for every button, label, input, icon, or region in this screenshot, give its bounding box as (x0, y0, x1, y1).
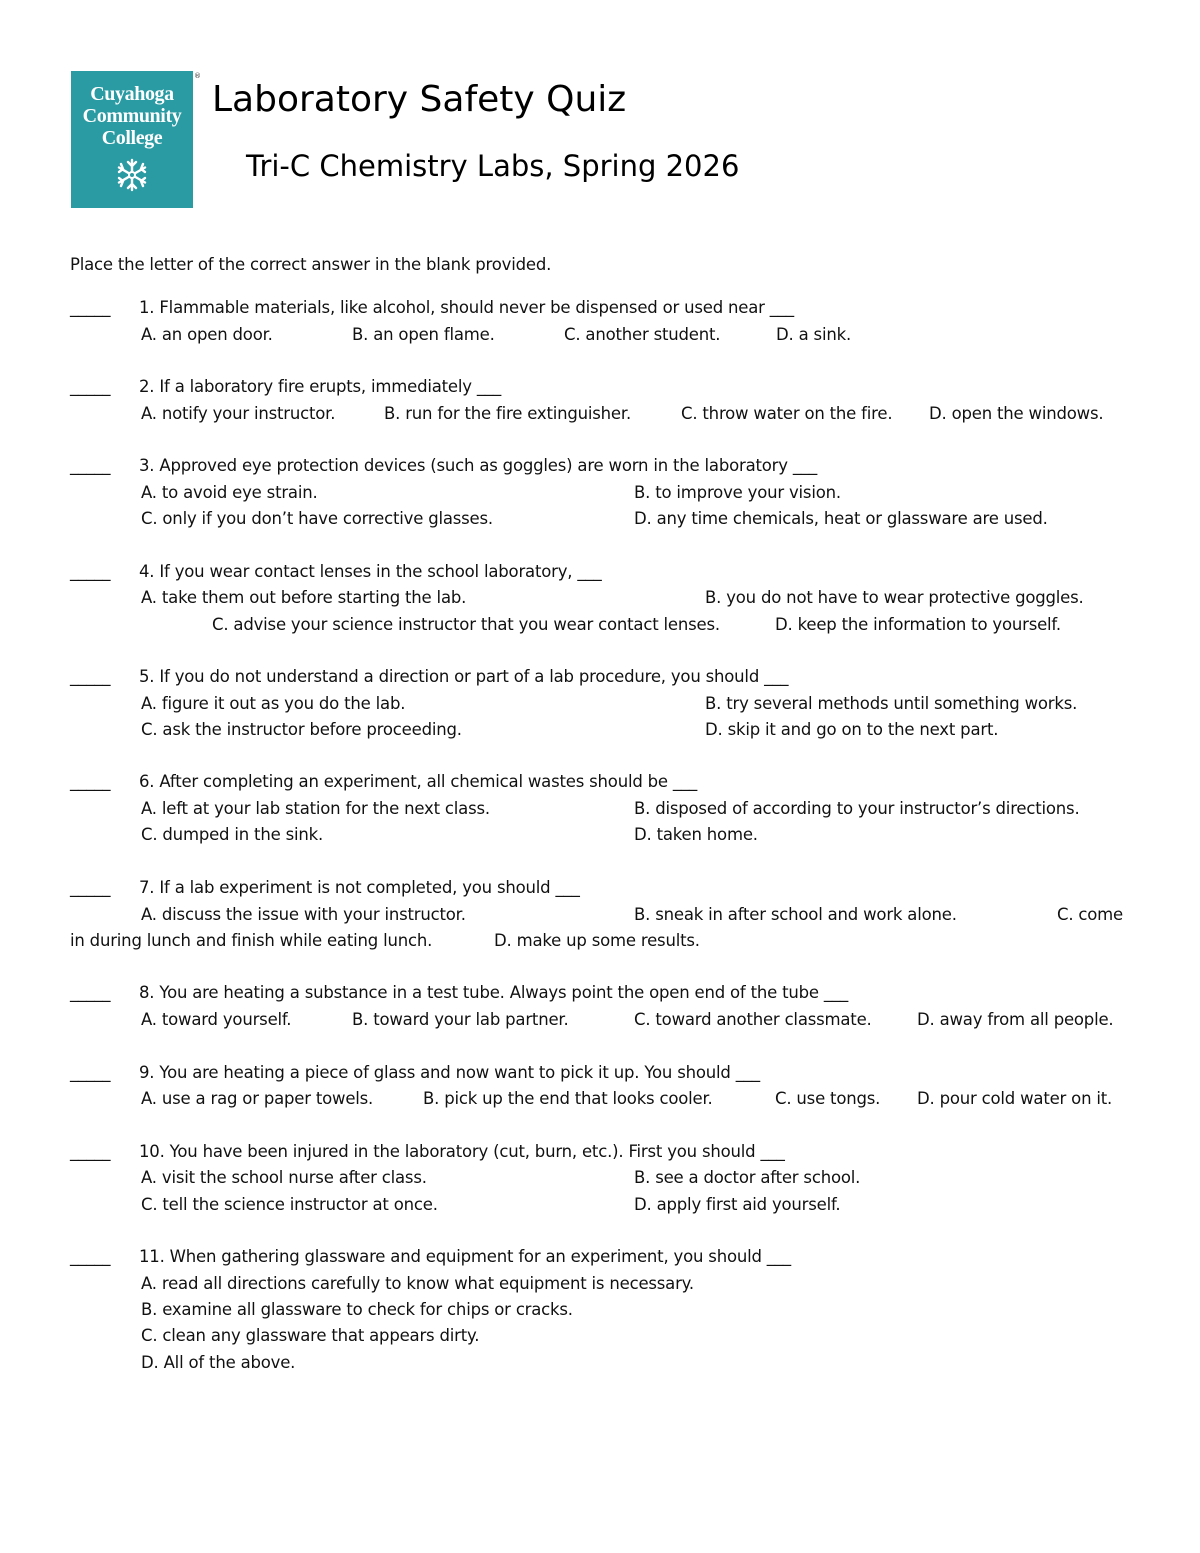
question-stem: 6. After completing an experiment, all chemical wastes should be ___ (139, 772, 698, 791)
logo-line-1: Cuyahoga (90, 83, 174, 105)
choice-d: D. skip it and go on to the next part. (705, 720, 999, 739)
choice-a: A. take them out before starting the lab. (141, 588, 467, 607)
choice-b: B. pick up the end that looks cooler. (423, 1089, 713, 1108)
choice-d: D. taken home. (634, 825, 758, 844)
choice-c: C. come (1057, 905, 1124, 924)
choice-c: C. dumped in the sink. (141, 825, 324, 844)
choice-c: C. clean any glassware that appears dirty. (141, 1326, 480, 1345)
choice-c: C. advise your science instructor that you wear contact lenses. (212, 615, 720, 634)
answer-blank: _____ (70, 1247, 111, 1266)
choice-a: A. use a rag or paper towels. (141, 1089, 374, 1108)
question-stem: 3. Approved eye protection devices (such as goggles) are worn in the laboratory ___ (139, 456, 817, 475)
college-logo (71, 71, 193, 208)
choice-b: B. examine all glassware to check for chips or cracks. (141, 1300, 573, 1319)
answer-blank: _____ (70, 983, 111, 1002)
logo-line-3: College (101, 127, 163, 149)
choice-b: B. toward your lab partner. (352, 1010, 569, 1029)
question-stem: 4. If you wear contact lenses in the school laboratory, ___ (139, 562, 602, 581)
choice-d: D. make up some results. (494, 931, 700, 950)
choice-b: B. try several methods until something works. (705, 694, 1078, 713)
answer-blank: _____ (70, 772, 111, 791)
choice-c: C. toward another classmate. (634, 1010, 872, 1029)
choice-d: D. open the windows. (929, 404, 1104, 423)
question-stem: 11. When gathering glassware and equipment for an experiment, you should ___ (139, 1247, 791, 1266)
question-stem: 8. You are heating a substance in a test tube. Always point the open end of the tube ___ (139, 983, 849, 1002)
choice-a: A. to avoid eye strain. (141, 483, 318, 502)
choice-c-continued: in during lunch and finish while eating lunch. (70, 931, 433, 950)
choice-b: B. see a doctor after school. (634, 1168, 861, 1187)
choice-d: D. away from all people. (917, 1010, 1114, 1029)
question-stem: 7. If a lab experiment is not completed, you should ___ (139, 878, 580, 897)
question-stem: 9. You are heating a piece of glass and now want to pick it up. You should ___ (139, 1063, 760, 1082)
choice-a: A. visit the school nurse after class. (141, 1168, 427, 1187)
choice-c: C. use tongs. (775, 1089, 881, 1108)
answer-blank: _____ (70, 456, 111, 475)
question-stem: 10. You have been injured in the laboratory (cut, burn, etc.). First you should ___ (139, 1142, 785, 1161)
answer-blank: _____ (70, 1063, 111, 1082)
choice-d: D. any time chemicals, heat or glassware are used. (634, 509, 1048, 528)
choice-d: D. pour cold water on it. (917, 1089, 1113, 1108)
choice-d: D. All of the above. (141, 1353, 296, 1372)
choice-b: B. disposed of according to your instructor’s directions. (634, 799, 1080, 818)
registered-mark: ® (194, 72, 201, 80)
choice-b: B. an open flame. (352, 325, 495, 344)
choice-c: C. another student. (564, 325, 721, 344)
choice-b: B. to improve your vision. (634, 483, 841, 502)
choice-a: A. toward yourself. (141, 1010, 292, 1029)
answer-blank: _____ (70, 298, 111, 317)
choice-c: C. only if you don’t have corrective glasses. (141, 509, 493, 528)
choice-a: A. discuss the issue with your instructor. (141, 905, 466, 924)
page-subtitle: Tri-C Chemistry Labs, Spring 2026 (246, 149, 740, 183)
choice-a: A. notify your instructor. (141, 404, 336, 423)
choice-d: D. keep the information to yourself. (775, 615, 1061, 634)
choice-a: A. left at your lab station for the next class. (141, 799, 490, 818)
choice-b: B. sneak in after school and work alone. (634, 905, 957, 924)
instructions: Place the letter of the correct answer in the blank provided. (70, 255, 552, 274)
snowflake-icon (114, 157, 150, 193)
question-stem: 5. If you do not understand a direction or part of a lab procedure, you should ___ (139, 667, 789, 686)
question-stem: 1. Flammable materials, like alcohol, should never be dispensed or used near ___ (139, 298, 794, 317)
choice-a: A. figure it out as you do the lab. (141, 694, 406, 713)
page-title: Laboratory Safety Quiz (212, 79, 627, 120)
logo-line-2: Community (82, 105, 182, 127)
answer-blank: _____ (70, 377, 111, 396)
answer-blank: _____ (70, 562, 111, 581)
answer-blank: _____ (70, 1142, 111, 1161)
choice-b: B. you do not have to wear protective goggles. (705, 588, 1084, 607)
choice-d: D. a sink. (776, 325, 851, 344)
choice-b: B. run for the fire extinguisher. (384, 404, 631, 423)
choice-c: C. tell the science instructor at once. (141, 1195, 438, 1214)
choice-a: A. an open door. (141, 325, 273, 344)
answer-blank: _____ (70, 878, 111, 897)
choice-c: C. ask the instructor before proceeding. (141, 720, 462, 739)
choice-a: A. read all directions carefully to know what equipment is necessary. (141, 1274, 694, 1293)
question-stem: 2. If a laboratory fire erupts, immediately ___ (139, 377, 502, 396)
answer-blank: _____ (70, 667, 111, 686)
choice-d: D. apply first aid yourself. (634, 1195, 841, 1214)
choice-c: C. throw water on the fire. (681, 404, 893, 423)
